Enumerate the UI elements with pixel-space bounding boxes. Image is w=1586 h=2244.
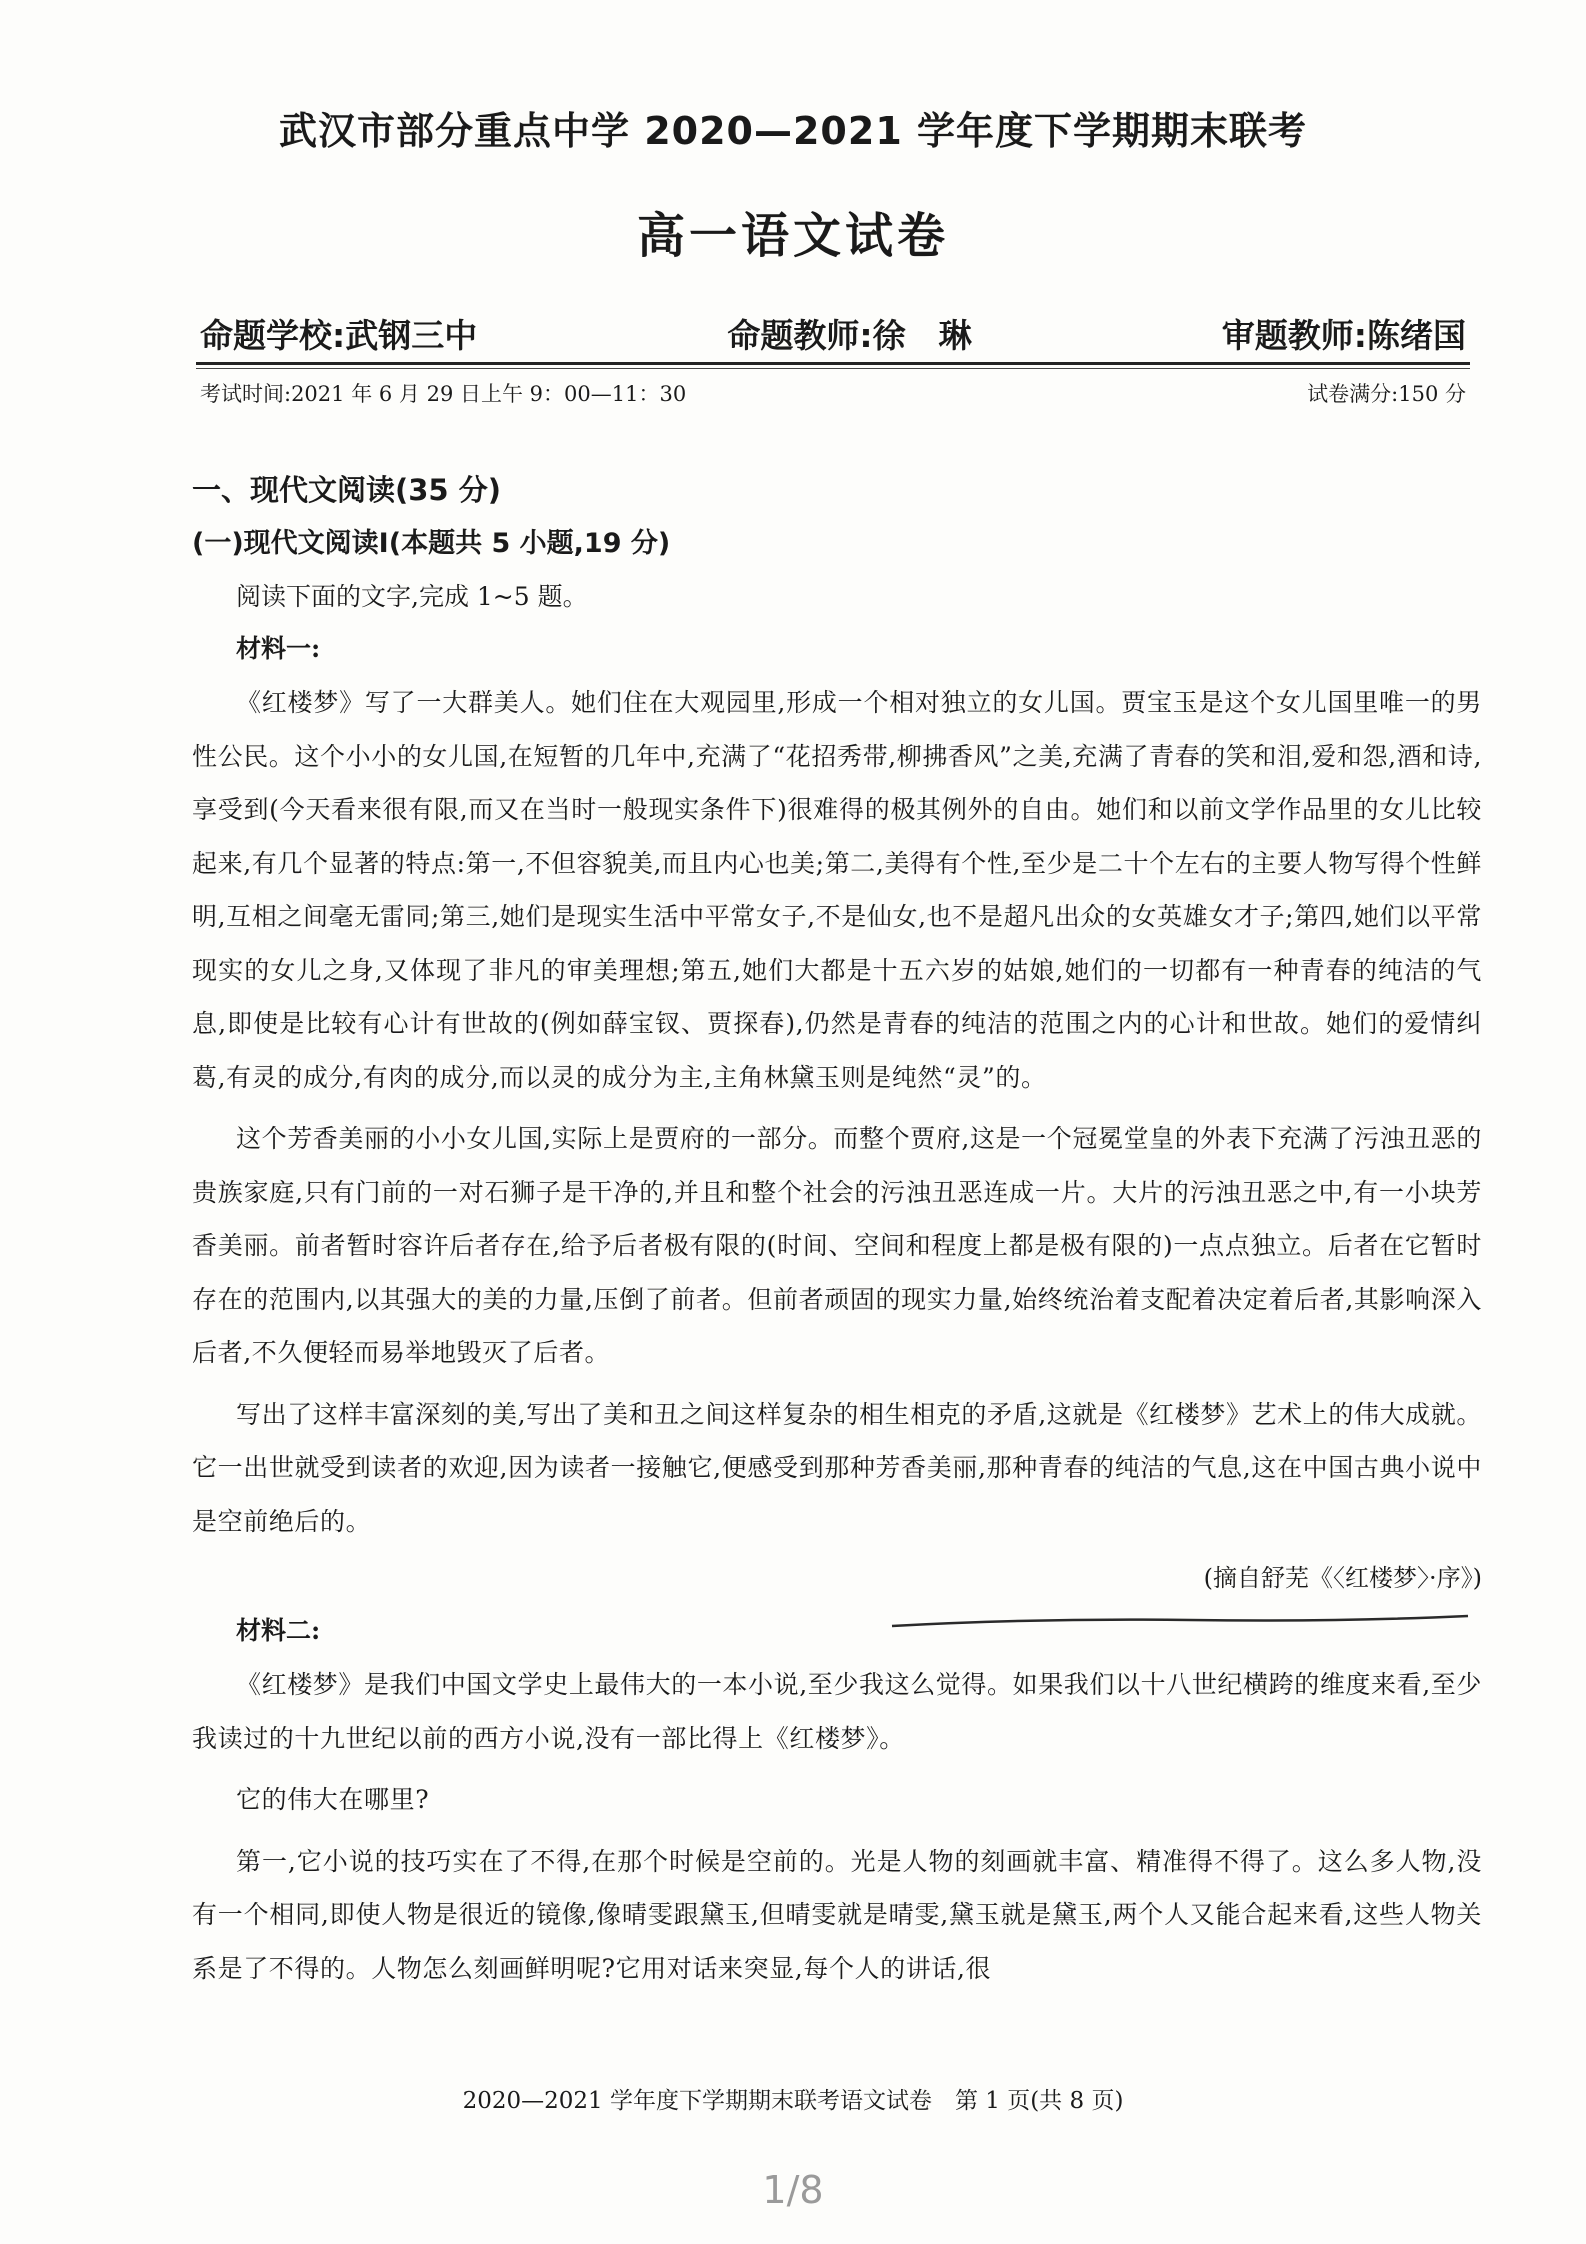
material-one-source: (摘自舒芜《〈红楼梦〉·序》) xyxy=(1203,1564,1482,1592)
material-two-paragraph: 第一,它小说的技巧实在了不得,在那个时候是空前的。光是人物的刻画就丰富、精准得不得了。这么多人物,没有一个相同,即使人物是很近的镜像,像晴雯跟黛玉,但晴雯就是晴雯,黛玉就是黛玉,两个人又能合起来看,这些人物关系是了不得的。人物怎么刻画鲜明呢?它用对话来突显,每个人的讲话,很 xyxy=(192,1846,1482,1983)
page-footer: 2020—2021 学年度下学期期末联考语文试卷 第 1 页(共 8 页) xyxy=(462,2088,1124,2114)
full-score: 试卷满分:150 分 xyxy=(1307,382,1466,406)
exam-content xyxy=(192,470,1482,1995)
material-one-label: 材料一: xyxy=(236,634,321,663)
material-two-paragraph: 它的伟大在哪里? xyxy=(236,1785,430,1814)
paper-subtitle: 高一语文试卷 xyxy=(636,208,949,264)
author-info-row xyxy=(200,310,1466,357)
exam-title: 武汉市部分重点中学 2020—2021 学年度下学期期末联考 xyxy=(279,109,1307,153)
material-one-paragraph: 这个芳香美丽的小小女儿国,实际上是贾府的一部分。而整个贾府,这是一个冠冕堂皇的外表下充满了污浊丑恶的贵族家庭,只有门前的一对石狮子是干净的,并且和整个社会的污浊丑恶连成一片。大片的污浊丑恶之中,有一小块芳香美丽。前者暂时容许后者存在,给予后者极有限的(时间、空间和程度上都是极有限的)一点点独立。后者在它暂时存在的范围内,以其强大的美的力量,压倒了前者。但前者顽固的现实力量,始终统治着支配着决定着后者,其影响深入后者,不久便轻而易举地毁灭了后者。 xyxy=(192,1124,1482,1367)
reviewing-teacher: 审题教师:陈绪国 xyxy=(1221,316,1466,355)
header-rule-thick xyxy=(196,362,1470,365)
handwritten-underline xyxy=(890,1612,1470,1630)
setting-school: 命题学校:武钢三中 xyxy=(200,316,478,355)
exam-info-row xyxy=(200,378,1466,408)
material-two-paragraph: 《红楼梦》是我们中国文学史上最伟大的一本小说,至少我这么觉得。如果我们以十八世纪横跨的维度来看,至少我读过的十九世纪以前的西方小说,没有一部比得上《红楼梦》。 xyxy=(192,1670,1482,1753)
setting-teacher: 命题教师:徐 琳 xyxy=(727,316,972,355)
page-indicator: 1/8 xyxy=(762,2168,824,2212)
header-rule-thin xyxy=(196,368,1470,369)
reading-instruction: 阅读下面的文字,完成 1~5 题。 xyxy=(236,582,588,611)
material-two-label: 材料二: xyxy=(236,1616,321,1645)
material-one-paragraph: 《红楼梦》写了一大群美人。她们住在大观园里,形成一个相对独立的女儿国。贾宝玉是这个女儿国里唯一的男性公民。这个小小的女儿国,在短暂的几年中,充满了“花招秀带,柳拂香风”之美,充满了青春的笑和泪,爱和怨,酒和诗,享受到(今天看来很有限,而又在当时一般现实条件下)很难得的极其例外的自由。她们和以前文学作品里的女儿比较起来,有几个显著的特点:第一,不但容貌美,而且内心也美;第二,美得有个性,至少是二十个左右的主要人物写得个性鲜明,互相之间毫无雷同;第三,她们是现实生活中平常女子,不是仙女,也不是超凡出众的女英雄女才子;第四,她们以平常现实的女儿之身,又体现了非凡的审美理想;第五,她们大都是十五六岁的姑娘,她们的一切都有一种青春的纯洁的气息,即使是比较有心计有世故的(例如薛宝钗、贾探春),仍然是青春的纯洁的范围之内的心计和世故。她们的爱情纠葛,有灵的成分,有肉的成分,而以灵的成分为主,主角林黛玉则是纯然“灵”的。 xyxy=(192,688,1482,1092)
exam-time: 考试时间:2021 年 6 月 29 日上午 9：00—11：30 xyxy=(200,382,687,406)
section-title: 一、现代文阅读(35 分) xyxy=(192,473,501,507)
material-one-paragraph: 写出了这样丰富深刻的美,写出了美和丑之间这样复杂的相生相克的矛盾,这就是《红楼梦》艺术上的伟大成就。它一出世就受到读者的欢迎,因为读者一接触它,便感受到那种芳香美丽,那种青春的纯洁的气息,这在中国古典小说中是空前绝后的。 xyxy=(192,1399,1482,1536)
subsection-title: (一)现代文阅读Ⅰ(本题共 5 小题,19 分) xyxy=(192,528,671,559)
